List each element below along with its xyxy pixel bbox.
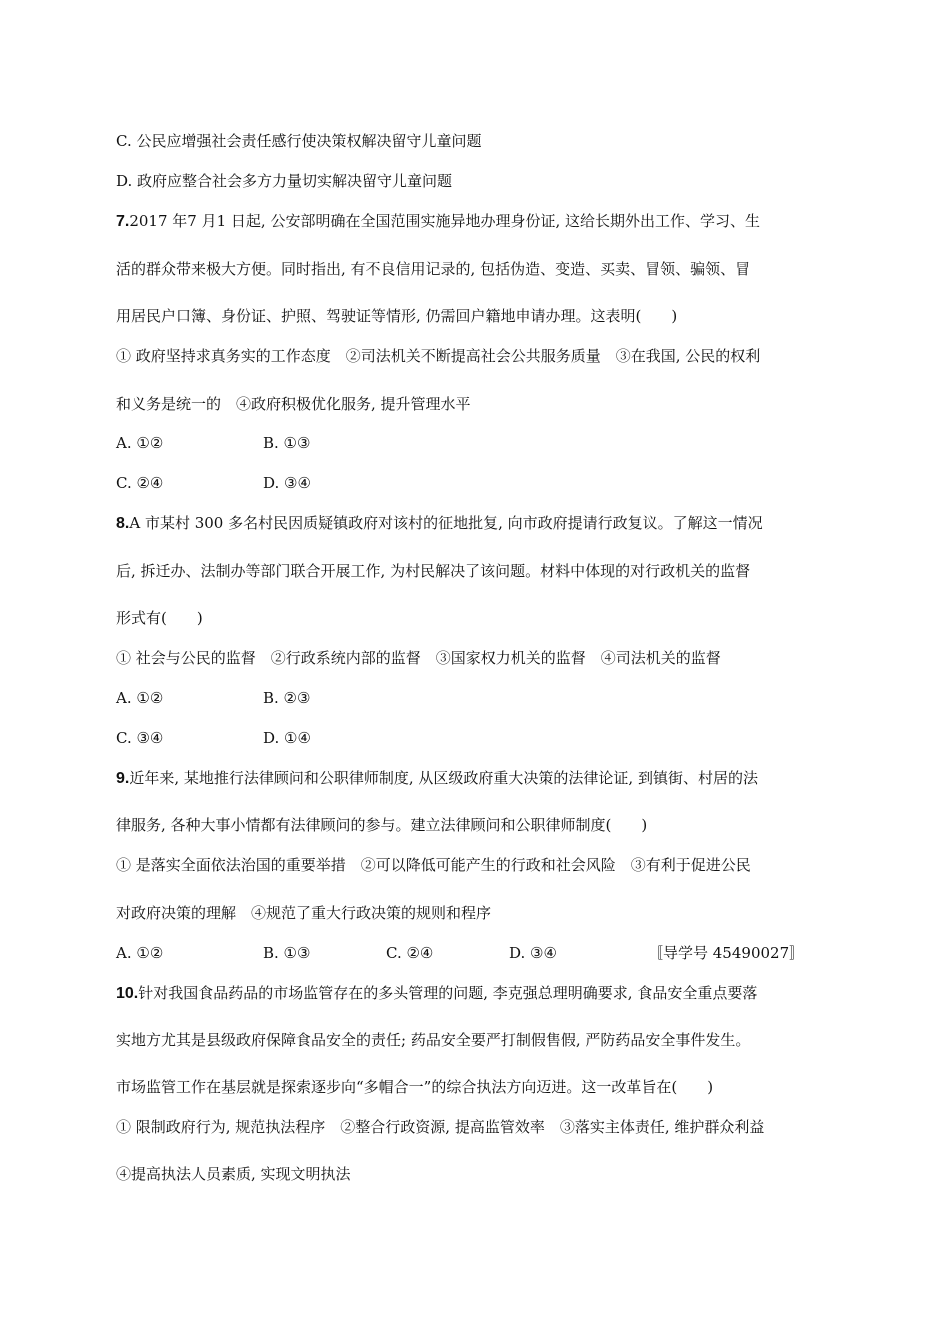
q10-statement-line-1: ① 限制政府行为, 规范执法程序 ②整合行政资源, 提高监管效率 ③落实主体责任, 维护群众利益 [116,1118,765,1136]
q8-option-b: B. ②③ [263,689,311,707]
q8-stem-text-1: A 市某村 300 多名村民因质疑镇政府对该村的征地批复, 向市政府提请行政复议。了解这一情况 [129,514,763,532]
q9-option-d: D. ③④ [509,944,557,962]
q10-stem-line-3: 市场监管工作在基层就是探索逐步向“多帽合一”的综合执法方向迈进。这一改革旨在( ) [116,1078,714,1096]
q10-stem-line-2: 实地方尤其是县级政府保障食品安全的责任; 药品安全要严打制假售假, 严防药品安全事件发生。 [116,1031,751,1049]
q7-statement-line-1: ① 政府坚持求真务实的工作态度 ②司法机关不断提高社会公共服务质量 ③在我国, 公民的权利 [116,347,761,365]
q8-number: 8. [116,515,130,532]
q7-option-c: C. ②④ [116,474,164,492]
q8-option-d: D. ①④ [263,729,311,747]
q7-stem-line-1 [116,210,850,233]
q6-option-c: C. 公民应增强社会责任感行使决策权解决留守儿童问题 [116,132,482,150]
q7-number: 7. [116,213,130,230]
q8-stem-line-3: 形式有( ) [116,609,203,627]
q7-stem-text-1: 2017 年7 月1 日起, 公安部明确在全国范围实施异地办理身份证, 这给长期外出工作、学习、生 [129,212,760,230]
q9-statement-line-2: 对政府决策的理解 ④规范了重大行政决策的规则和程序 [116,904,492,922]
q7-option-d: D. ③④ [263,474,311,492]
q9-statement-line-1: ① 是落实全面依法治国的重要举措 ②可以降低可能产生的行政和社会风险 ③有利于促进公民 [116,856,751,874]
q7-stem-line-3: 用居民户口簿、身份证、护照、驾驶证等情形, 仍需回户籍地申请办理。这表明( ) [116,307,678,325]
q7-stem-line-2: 活的群众带来极大方便。同时指出, 有不良信用记录的, 包括伪造、变造、买卖、冒领、骗领、冒 [116,260,751,278]
q9-option-c: C. ②④ [386,944,434,962]
q9-stem-line-2: 律服务, 各种大事小情都有法律顾问的参与。建立法律顾问和公职律师制度( ) [116,816,648,834]
q8-option-c: C. ③④ [116,729,164,747]
q7-option-b: B. ①③ [263,434,311,452]
q10-stem-text-1: 针对我国食品药品的市场监管存在的多头管理的问题, 李克强总理明确要求, 食品安全重点要落 [138,984,758,1002]
q9-option-a: A. ①② [116,944,164,962]
q10-stem-line-1 [116,982,850,1005]
q9-option-b: B. ①③ [263,944,311,962]
q8-stem-line-2: 后, 拆迁办、法制办等部门联合开展工作, 为村民解决了该问题。材料中体现的对行政机关的监督 [116,562,751,580]
q7-option-a: A. ①② [116,434,164,452]
q9-number: 9. [116,770,130,787]
q9-stem-line-1 [116,767,850,790]
q7-statement-line-2: 和义务是统一的 ④政府积极优化服务, 提升管理水平 [116,395,471,413]
q10-number: 10. [116,985,139,1002]
q8-stem-line-1 [116,512,850,535]
q9-stem-text-1: 近年来, 某地推行法律顾问和公职律师制度, 从区级政府重大决策的法律论证, 到镇街、村居的法 [129,769,758,787]
q8-option-a: A. ①② [116,689,164,707]
q9-guide-reference: 〚导学号 45490027〛 [648,944,805,962]
q8-statement-line-1: ① 社会与公民的监督 ②行政系统内部的监督 ③国家权力机关的监督 ④司法机关的监督 [116,649,721,667]
q10-statement-line-2: ④提高执法人员素质, 实现文明执法 [116,1165,351,1183]
q6-option-d: D. 政府应整合社会多方力量切实解决留守儿童问题 [116,172,453,190]
